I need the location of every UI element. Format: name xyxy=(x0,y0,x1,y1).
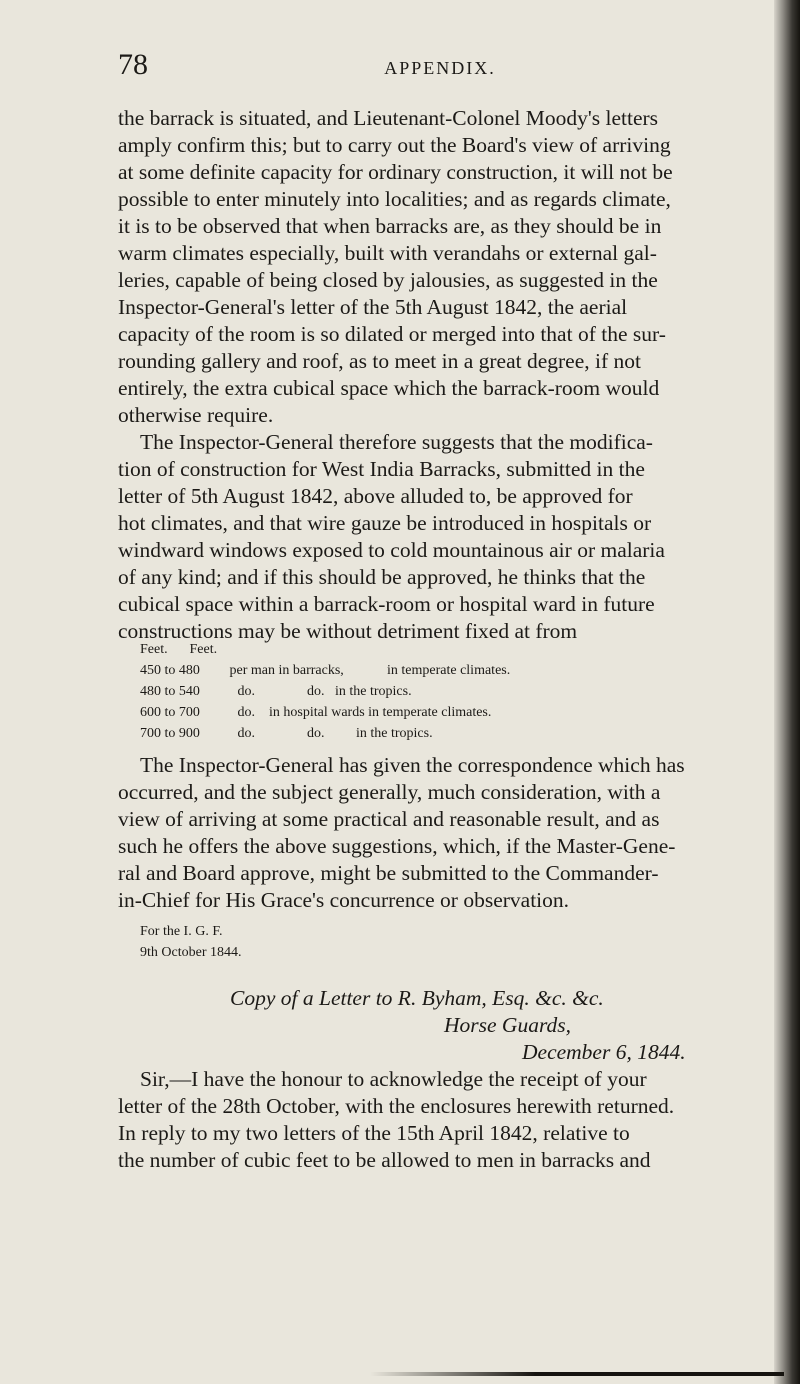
table-cell-unit: do. xyxy=(237,726,255,741)
signoff-for: For the I. G. F. xyxy=(140,924,223,939)
text-line: view of arriving at some practical and reasonable result, and as xyxy=(118,807,660,831)
table-row xyxy=(140,724,740,744)
letter-place-text: Horse Guards, xyxy=(444,1013,572,1037)
text-line: possible to enter minutely into localities; and as regards climate, xyxy=(118,187,671,211)
paragraph-2 xyxy=(118,429,758,645)
running-head: APPENDIX. xyxy=(384,58,496,78)
table-cell-place: do. in the tropics. xyxy=(307,726,433,741)
text-line: tion of construction for West India Barracks, submitted in the xyxy=(118,457,645,481)
paragraph-1 xyxy=(118,105,758,429)
table-cell-unit: do. xyxy=(237,684,255,699)
table-header: Feet. xyxy=(140,642,168,657)
text-line: of any kind; and if this should be approved, he thinks that the xyxy=(118,565,646,589)
text-line: rounding gallery and roof, as to meet in a great degree, if not xyxy=(118,349,641,373)
page-number: 78 xyxy=(118,48,148,81)
text-line: Inspector-General's letter of the 5th August 1842, the aerial xyxy=(118,295,628,319)
table-row xyxy=(140,661,740,681)
table-header-row xyxy=(140,640,740,660)
text-line: it is to be observed that when barracks are, as they should be in xyxy=(118,214,662,238)
text-line: hot climates, and that wire gauze be introduced in hospitals or xyxy=(118,511,652,535)
text-line: occurred, and the subject generally, much consideration, with a xyxy=(118,780,661,804)
text-line: warm climates especially, built with verandahs or external gal- xyxy=(118,241,657,265)
text-line: The Inspector-General has given the correspondence which has xyxy=(140,753,685,777)
text-line: at some definite capacity for ordinary construction, it will not be xyxy=(118,160,673,184)
table-header: Feet. xyxy=(189,642,218,657)
table-cell-range: 450 to 480 xyxy=(140,663,200,678)
text-line: In reply to my two letters of the 15th April 1842, relative to xyxy=(118,1121,630,1145)
page-edge-shadow xyxy=(774,0,800,1384)
table-cell-range: 480 to 540 xyxy=(140,684,200,699)
paragraph-3 xyxy=(118,752,758,914)
text-line: the barrack is situated, and Lieutenant-Colonel Moody's letters xyxy=(118,106,659,130)
table-cell-range: 600 to 700 xyxy=(140,705,200,720)
text-line: ral and Board approve, might be submitted to the Commander- xyxy=(118,861,659,885)
page-header xyxy=(118,48,758,88)
text-line: entirely, the extra cubical space which the barrack-room would xyxy=(118,376,660,400)
text-line: Sir,—I have the honour to acknowledge the receipt of your xyxy=(140,1067,647,1091)
letter-title-text: Copy of a Letter to R. Byham, Esq. &c. &c. xyxy=(230,986,604,1010)
table-cell-range: 700 to 900 xyxy=(140,726,200,741)
table-cell-unit: per man in barracks, xyxy=(229,663,344,678)
text-line: amply confirm this; but to carry out the Board's view of arriving xyxy=(118,133,671,157)
table-row xyxy=(140,703,740,723)
text-line: windward windows exposed to cold mountainous air or malaria xyxy=(118,538,665,562)
table-cell-place: in hospital wards in temperate climates. xyxy=(269,705,492,720)
text-line: leries, capable of being closed by jalousies, as suggested in the xyxy=(118,268,658,292)
text-line: such he offers the above suggestions, which, if the Master-Gene- xyxy=(118,834,676,858)
bottom-edge-shadow xyxy=(370,1372,784,1376)
text-line: letter of 5th August 1842, above alluded to, be approved for xyxy=(118,484,633,508)
signoff-date: 9th October 1844. xyxy=(140,945,242,960)
text-line: cubical space within a barrack-room or hospital ward in future xyxy=(118,592,655,616)
letter-date-text: December 6, 1844. xyxy=(522,1040,686,1064)
text-line: capacity of the room is so dilated or merged into that of the sur- xyxy=(118,322,666,346)
text-line: otherwise require. xyxy=(118,403,274,427)
text-line: in-Chief for His Grace's concurrence or observation. xyxy=(118,888,570,912)
letter-title xyxy=(230,985,750,1012)
table-cell-unit: do. xyxy=(237,705,255,720)
text-line: letter of the 28th October, with the enclosures herewith returned. xyxy=(118,1094,675,1118)
text-line: the number of cubic feet to be allowed to men in barracks and xyxy=(118,1148,651,1172)
table-cell-place: do. in the tropics. xyxy=(307,684,412,699)
letter-place xyxy=(444,1012,744,1039)
table-row xyxy=(140,682,740,702)
text-line: The Inspector-General therefore suggests that the modifica- xyxy=(140,430,653,454)
letter-date xyxy=(522,1039,752,1066)
table-cell-place: in temperate climates. xyxy=(387,663,511,678)
paragraph-4 xyxy=(118,1066,758,1174)
text-line: constructions may be without detriment fixed at from xyxy=(118,619,578,643)
